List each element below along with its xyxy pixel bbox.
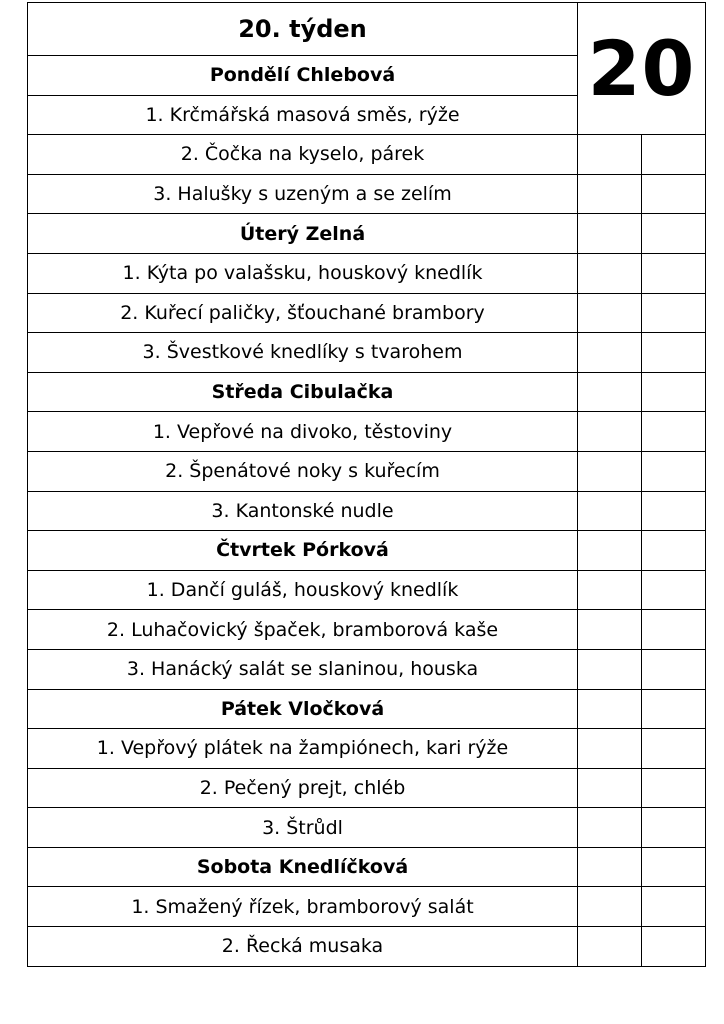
mark-cell	[578, 927, 642, 967]
mark-cell	[578, 570, 642, 610]
mark-cell	[642, 808, 706, 848]
mark-cell	[578, 610, 642, 650]
day-heading: Čtvrtek Pórková	[28, 531, 578, 571]
meal-row	[28, 451, 706, 491]
meal-row	[28, 412, 706, 452]
mark-cell	[642, 531, 706, 571]
meal-row	[28, 649, 706, 689]
meal-item: 2. Špenátové noky s kuřecím	[28, 451, 578, 491]
mark-cell	[642, 768, 706, 808]
meal-item: 2. Kuřecí paličky, šťouchané brambory	[28, 293, 578, 333]
meal-item: 1. Vepřový plátek na žampiónech, kari rýže	[28, 729, 578, 769]
meal-row	[28, 570, 706, 610]
day-heading: Úterý Zelná	[28, 214, 578, 254]
meal-row	[28, 808, 706, 848]
meal-item: 3. Štrůdl	[28, 808, 578, 848]
mark-cell	[642, 847, 706, 887]
title-row	[28, 3, 706, 56]
day-row	[28, 689, 706, 729]
mark-cell	[642, 174, 706, 214]
mark-cell	[578, 491, 642, 531]
meal-row	[28, 135, 706, 175]
day-heading: Středa Cibulačka	[28, 372, 578, 412]
mark-cell	[642, 412, 706, 452]
meal-item: 1. Kýta po valašsku, houskový knedlík	[28, 253, 578, 293]
mark-cell	[642, 333, 706, 373]
day-heading: Pátek Vločková	[28, 689, 578, 729]
mark-cell	[578, 253, 642, 293]
mark-cell	[578, 412, 642, 452]
day-row	[28, 531, 706, 571]
day-row	[28, 847, 706, 887]
meal-item: 3. Švestkové knedlíky s tvarohem	[28, 333, 578, 373]
mark-cell	[642, 887, 706, 927]
mark-cell	[642, 214, 706, 254]
mark-cell	[578, 135, 642, 175]
meal-row	[28, 887, 706, 927]
meal-row	[28, 610, 706, 650]
meal-item: 2. Řecká musaka	[28, 927, 578, 967]
mark-cell	[578, 372, 642, 412]
meal-item: 2. Luhačovický špaček, bramborová kaše	[28, 610, 578, 650]
meal-item: 3. Hanácký salát se slaninou, houska	[28, 649, 578, 689]
day-heading: Sobota Knedlíčková	[28, 847, 578, 887]
meal-item: 1. Vepřové na divoko, těstoviny	[28, 412, 578, 452]
mark-cell	[642, 649, 706, 689]
mark-cell	[578, 293, 642, 333]
mark-cell	[578, 451, 642, 491]
menu-body	[28, 3, 706, 967]
meal-row	[28, 768, 706, 808]
mark-cell	[578, 847, 642, 887]
mark-cell	[642, 610, 706, 650]
meal-item: 1. Smažený řízek, bramborový salát	[28, 887, 578, 927]
mark-cell	[642, 570, 706, 610]
mark-cell	[578, 649, 642, 689]
mark-cell	[578, 808, 642, 848]
meal-row	[28, 293, 706, 333]
week-number: 20	[578, 3, 706, 135]
mark-cell	[578, 174, 642, 214]
day-row	[28, 372, 706, 412]
mark-cell	[642, 927, 706, 967]
meal-item: 3. Kantonské nudle	[28, 491, 578, 531]
mark-cell	[578, 887, 642, 927]
mark-cell	[578, 214, 642, 254]
meal-item: 2. Čočka na kyselo, párek	[28, 135, 578, 175]
mark-cell	[578, 729, 642, 769]
meal-item: 1. Krčmářská masová směs, rýže	[28, 95, 578, 135]
meal-row	[28, 174, 706, 214]
meal-item: 2. Pečený prejt, chléb	[28, 768, 578, 808]
mark-cell	[642, 451, 706, 491]
week-title: 20. týden	[28, 3, 578, 56]
day-heading: Pondělí Chlebová	[28, 56, 578, 96]
meal-row	[28, 333, 706, 373]
day-row	[28, 214, 706, 254]
mark-cell	[642, 253, 706, 293]
mark-cell	[578, 689, 642, 729]
mark-cell	[642, 293, 706, 333]
mark-cell	[578, 531, 642, 571]
mark-cell	[642, 729, 706, 769]
meal-item: 1. Dančí guláš, houskový knedlík	[28, 570, 578, 610]
meal-row	[28, 927, 706, 967]
meal-item: 3. Halušky s uzeným a se zelím	[28, 174, 578, 214]
meal-row	[28, 491, 706, 531]
mark-cell	[642, 372, 706, 412]
mark-cell	[578, 768, 642, 808]
mark-cell	[642, 135, 706, 175]
mark-cell	[642, 491, 706, 531]
weekly-menu-table	[27, 2, 706, 967]
mark-cell	[578, 333, 642, 373]
meal-row	[28, 253, 706, 293]
meal-row	[28, 729, 706, 769]
mark-cell	[642, 689, 706, 729]
